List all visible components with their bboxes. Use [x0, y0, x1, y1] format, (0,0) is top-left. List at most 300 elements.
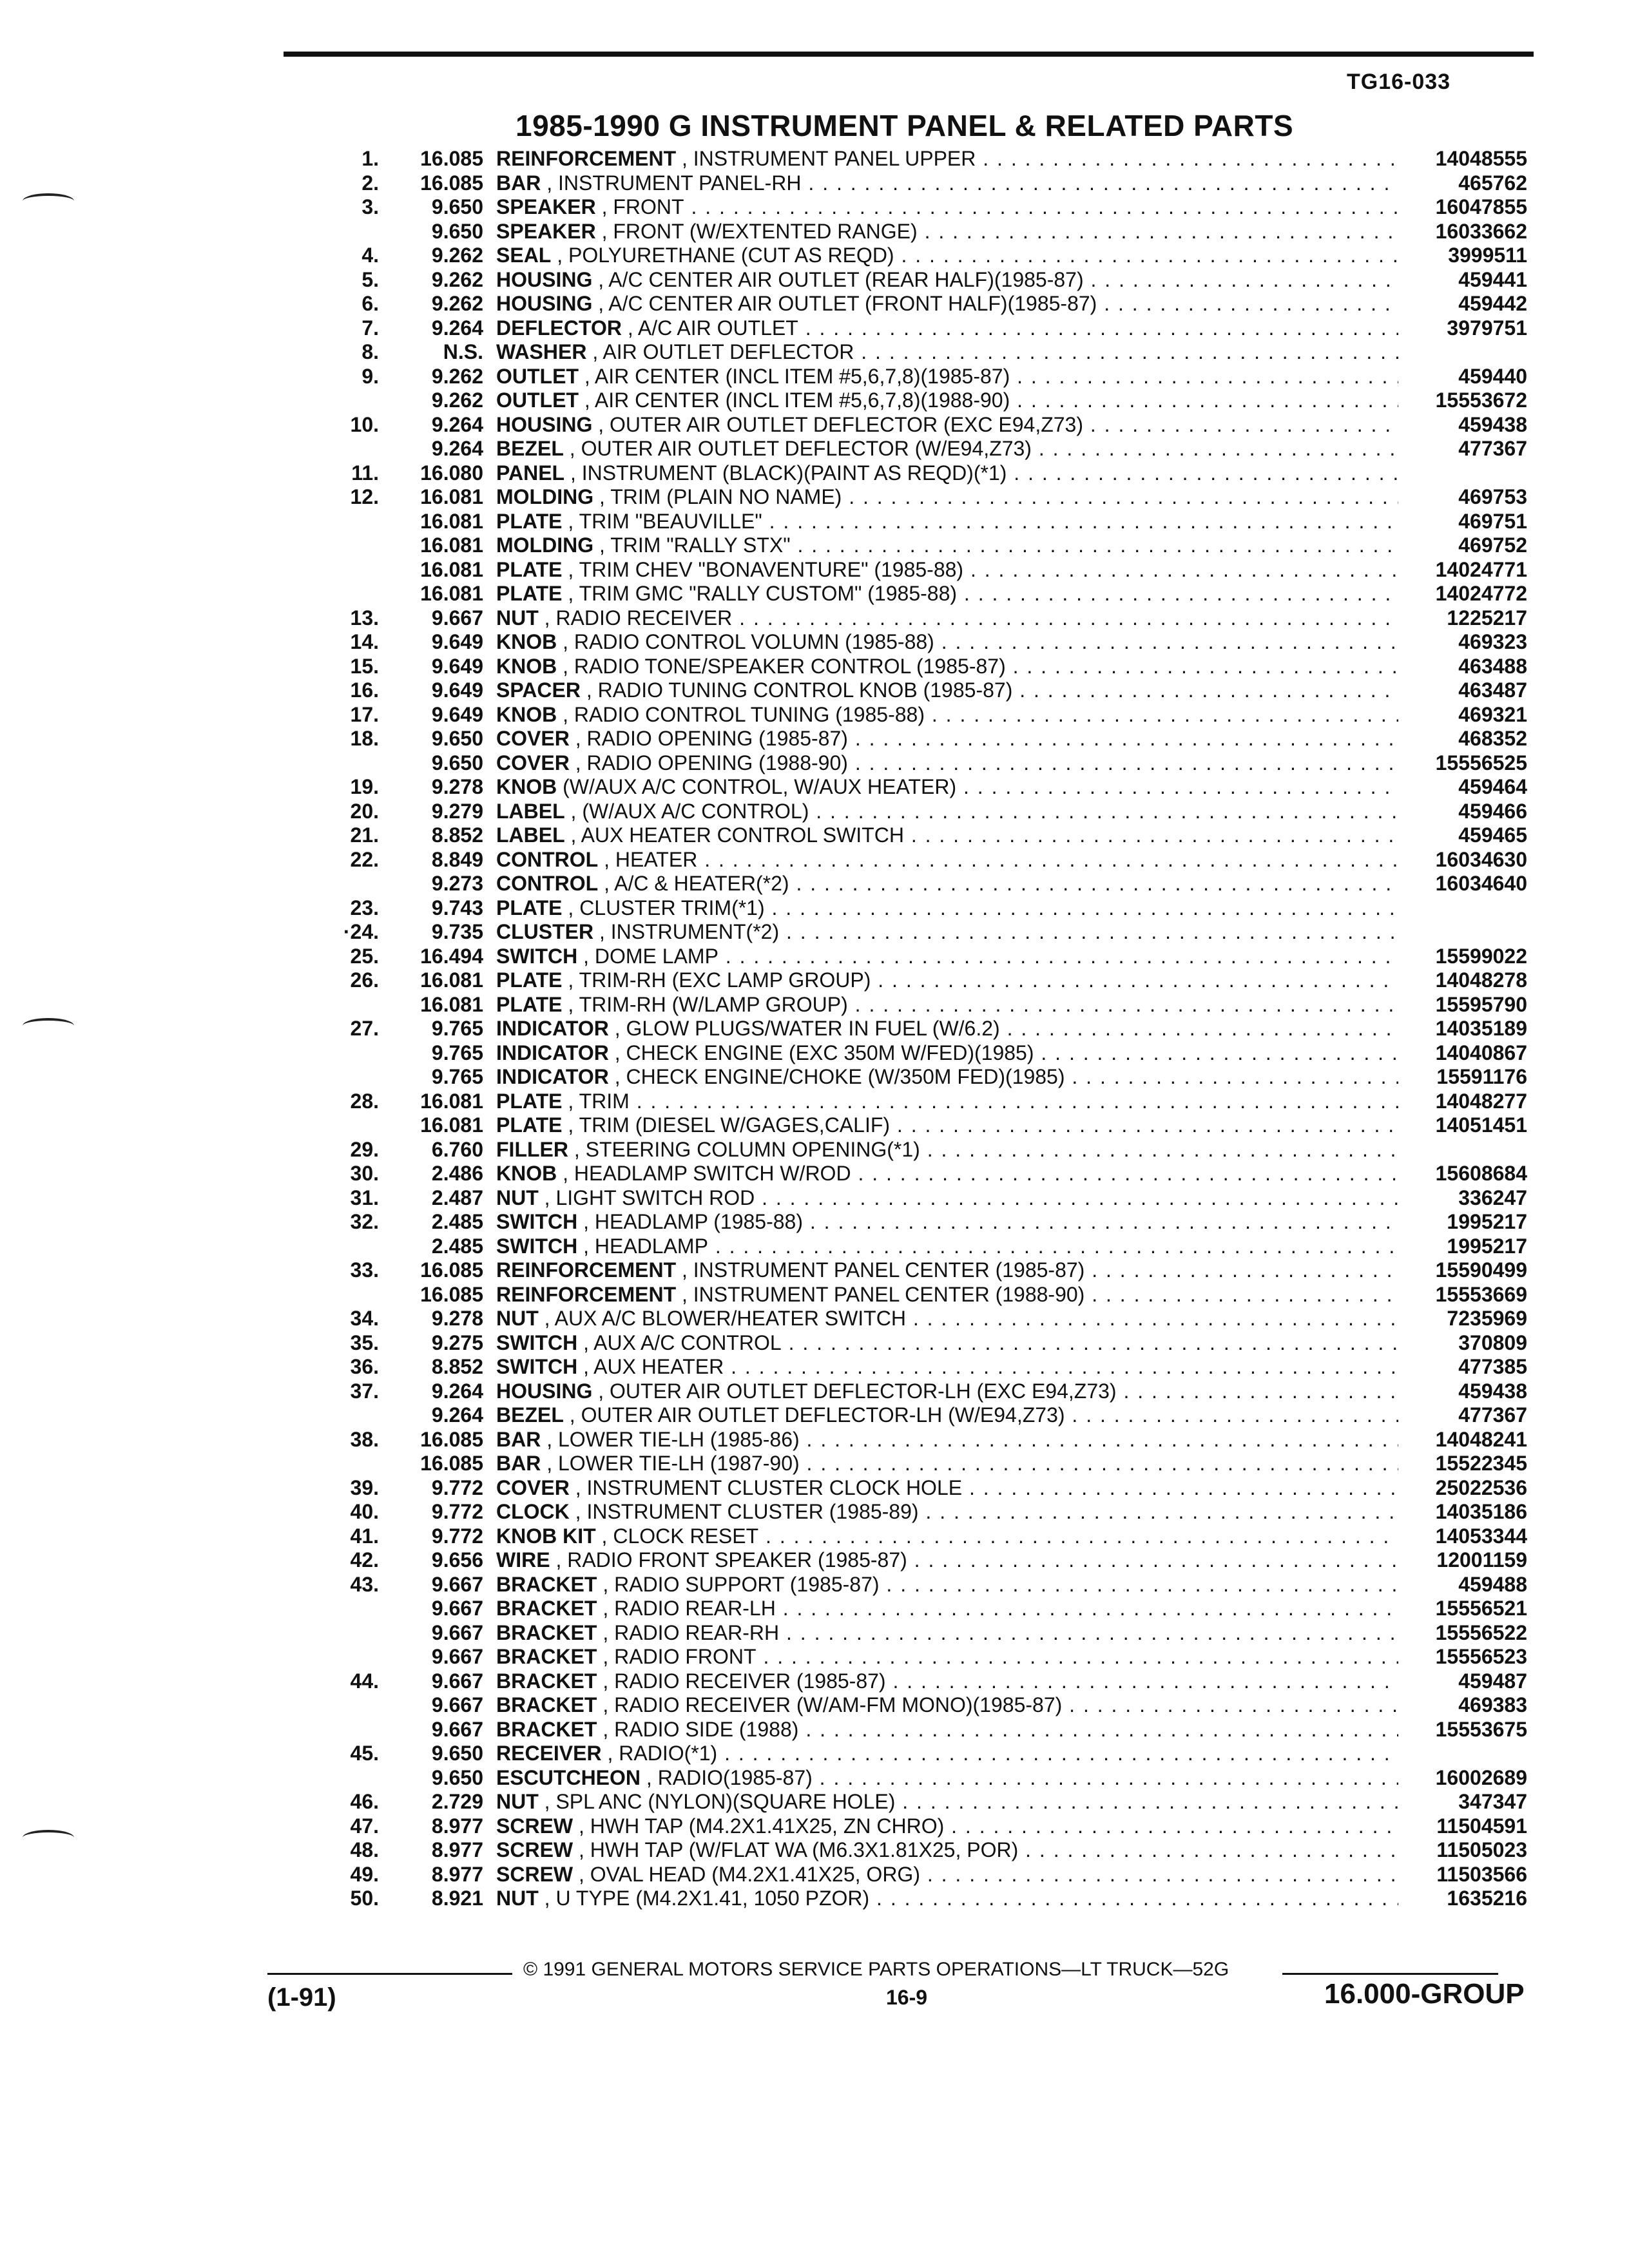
part-name: PLATE — [496, 582, 563, 605]
group-number: 16.085 — [420, 1258, 483, 1282]
part-number: 1635216 — [1443, 1887, 1527, 1911]
part-detail: , LOWER TIE-LH (1987-90) — [546, 1452, 800, 1475]
item-number: 11. — [351, 461, 379, 485]
parts-row — [0, 775, 1629, 800]
group-number: 9.667 — [431, 1620, 483, 1644]
part-number: 463487 — [1454, 678, 1527, 703]
part-description — [496, 1017, 1398, 1041]
parts-row — [0, 1838, 1629, 1863]
part-description — [496, 1258, 1398, 1283]
part-name: PLATE — [496, 992, 563, 1016]
group-number: 16.081 — [420, 557, 483, 581]
parts-row — [0, 558, 1629, 582]
parts-row — [0, 1693, 1629, 1718]
group-number: 9.649 — [431, 678, 483, 702]
part-number: 459438 — [1454, 1379, 1527, 1404]
group-number: 8.977 — [431, 1862, 483, 1886]
part-number: 15556521 — [1432, 1597, 1527, 1621]
parts-row — [0, 823, 1629, 848]
part-name: SPEAKER — [496, 219, 596, 243]
group-number: 9.650 — [431, 751, 483, 774]
group-number: 2.487 — [431, 1186, 483, 1209]
part-detail: , POLYURETHANE (CUT AS REQD) — [557, 244, 894, 267]
parts-row — [0, 1283, 1629, 1307]
part-number: 15556522 — [1432, 1621, 1527, 1646]
item-number: 14. — [350, 630, 379, 653]
part-number: 469323 — [1454, 630, 1527, 655]
parts-row — [0, 1790, 1629, 1814]
part-name: BRACKET — [496, 1572, 597, 1596]
parts-row — [0, 920, 1629, 945]
part-number: 15553672 — [1432, 389, 1527, 413]
item-number: 34. — [350, 1307, 379, 1330]
part-detail: , TRIM GMC "RALLY CUSTOM" (1985-88) — [568, 582, 958, 605]
part-detail: , TRIM-RH (W/LAMP GROUP) — [568, 992, 848, 1016]
part-detail: , SPL ANC (NYLON)(SQUARE HOLE) — [544, 1790, 896, 1813]
part-name: BRACKET — [496, 1669, 597, 1693]
part-name: PLATE — [496, 1113, 563, 1137]
part-description — [496, 968, 1398, 993]
parts-row — [0, 703, 1629, 727]
part-name: SEAL — [496, 244, 552, 267]
parts-row — [0, 195, 1629, 220]
parts-row — [0, 437, 1629, 461]
group-number: 9.772 — [431, 1524, 483, 1548]
group-number: 2.485 — [431, 1210, 483, 1233]
part-description — [496, 268, 1398, 293]
part-number: 15608684 — [1432, 1162, 1527, 1186]
part-name: KNOB KIT — [496, 1524, 596, 1548]
parts-row — [0, 1718, 1629, 1742]
part-description — [496, 896, 1398, 921]
part-number: 15556525 — [1432, 751, 1527, 776]
part-number: 15591176 — [1432, 1065, 1527, 1090]
part-name: SWITCH — [496, 1210, 578, 1233]
part-description — [496, 1476, 1398, 1501]
page-number: 16-9 — [886, 1986, 928, 2009]
part-detail: , INSTRUMENT CLUSTER (1985-89) — [575, 1500, 919, 1523]
item-number: 38. — [350, 1427, 379, 1451]
part-name: NUT — [496, 606, 539, 629]
part-detail: , INSTRUMENT CLUSTER CLOCK HOLE — [575, 1475, 963, 1499]
part-description — [496, 1113, 1398, 1138]
item-number: 28. — [350, 1089, 379, 1113]
part-detail: , A/C AIR OUTLET — [627, 316, 798, 340]
part-number: 14048241 — [1432, 1428, 1527, 1452]
part-description — [496, 1090, 1398, 1114]
part-detail: , AUX A/C BLOWER/HEATER SWITCH — [544, 1307, 906, 1330]
part-name: FILLER — [496, 1137, 568, 1161]
part-description — [496, 292, 1398, 316]
group-number: 9.667 — [431, 1645, 483, 1668]
part-detail: , A/C CENTER AIR OUTLET (REAR HALF)(1985-87) — [598, 267, 1084, 291]
group-number: 9.649 — [431, 654, 483, 678]
item-number: ·24. — [343, 920, 379, 943]
part-detail: , RADIO SUPPORT (1985-87) — [602, 1572, 880, 1596]
part-detail: , LOWER TIE-LH (1985-86) — [546, 1427, 800, 1451]
group-number: 16.081 — [420, 509, 483, 533]
item-number: 27. — [350, 1017, 379, 1040]
part-detail: , INSTRUMENT PANEL CENTER (1985-87) — [682, 1258, 1085, 1282]
part-name: BEZEL — [496, 437, 564, 460]
parts-row — [0, 678, 1629, 703]
parts-row — [0, 1500, 1629, 1524]
part-name: BRACKET — [496, 1645, 597, 1668]
issue-date: (1-91) — [267, 1983, 336, 2012]
part-number: 459441 — [1454, 268, 1527, 293]
parts-row — [0, 727, 1629, 751]
part-description — [496, 1283, 1398, 1307]
part-name: NUT — [496, 1887, 539, 1910]
part-number: 459442 — [1454, 292, 1527, 316]
parts-row — [0, 1863, 1629, 1887]
part-description — [496, 1863, 1398, 1887]
group-number: 9.262 — [431, 389, 483, 412]
part-detail: , CHECK ENGINE (EXC 350M W/FED)(1985) — [614, 1041, 1034, 1064]
part-name: PLATE — [496, 509, 563, 533]
part-description — [496, 775, 1398, 800]
parts-row — [0, 1621, 1629, 1646]
part-detail: , AIR CENTER (INCL ITEM #5,6,7,8)(1988-90) — [584, 389, 1010, 412]
part-description — [496, 389, 1398, 413]
group-number: N.S. — [443, 340, 483, 363]
parts-row — [0, 751, 1629, 776]
parts-row — [0, 316, 1629, 341]
part-description — [496, 1210, 1398, 1235]
group-number: 9.264 — [431, 437, 483, 460]
parts-row — [0, 147, 1629, 171]
part-number: 14048278 — [1432, 968, 1527, 993]
part-detail: , RADIO REAR-LH — [602, 1597, 776, 1620]
part-name: CONTROL — [496, 847, 599, 871]
part-description — [496, 171, 1398, 196]
group-number: 9.264 — [431, 316, 483, 340]
part-number: 25022536 — [1432, 1476, 1527, 1501]
group-label: 16.000-GROUP — [1324, 1978, 1525, 2010]
part-name: HOUSING — [496, 1379, 593, 1403]
part-description — [496, 1548, 1398, 1573]
part-name: SWITCH — [496, 944, 578, 968]
group-number: 8.852 — [431, 1355, 483, 1378]
item-number: 44. — [350, 1669, 379, 1693]
group-number: 16.085 — [420, 1282, 483, 1306]
part-description — [496, 727, 1398, 751]
group-number: 9.650 — [431, 195, 483, 218]
part-description — [496, 195, 1398, 220]
item-number: 16. — [350, 678, 379, 702]
parts-row — [0, 1307, 1629, 1331]
part-detail: , HEADLAMP SWITCH W/ROD — [563, 1162, 851, 1185]
parts-row — [0, 1041, 1629, 1066]
part-name: INDICATOR — [496, 1017, 609, 1040]
part-description — [496, 147, 1398, 171]
part-name: REINFORCEMENT — [496, 1282, 677, 1306]
document-code: TG16-033 — [1347, 70, 1451, 94]
parts-row — [0, 510, 1629, 534]
group-number: 9.765 — [431, 1065, 483, 1088]
parts-row — [0, 606, 1629, 631]
part-detail: , INSTRUMENT PANEL CENTER (1988-90) — [682, 1282, 1085, 1306]
group-number: 9.279 — [431, 799, 483, 823]
group-number: 16.080 — [420, 461, 483, 485]
part-detail: , INSTRUMENT PANEL-RH — [546, 171, 802, 195]
part-description — [496, 1355, 1398, 1379]
part-number: 459465 — [1454, 823, 1527, 848]
part-name: PANEL — [496, 461, 565, 485]
part-name: SCREW — [496, 1814, 574, 1838]
part-description — [496, 1645, 1398, 1669]
part-number: 469752 — [1454, 533, 1527, 558]
part-detail: , RADIO RECEIVER — [544, 606, 733, 629]
part-detail: , TRIM-RH (EXC LAMP GROUP) — [568, 968, 871, 992]
parts-row — [0, 1573, 1629, 1597]
parts-row — [0, 1476, 1629, 1501]
group-number: 16.085 — [420, 1427, 483, 1451]
item-number: 18. — [350, 727, 379, 750]
group-number: 16.494 — [420, 944, 483, 968]
part-number: 459487 — [1454, 1669, 1527, 1694]
item-number: 35. — [350, 1331, 379, 1354]
parts-row — [0, 1403, 1629, 1428]
part-description — [496, 1887, 1398, 1911]
part-detail: , HWH TAP (W/FLAT WA (M6.3X1.81X25, POR) — [579, 1838, 1019, 1861]
item-number: 4. — [361, 244, 379, 267]
part-detail: , RADIO TUNING CONTROL KNOB (1985-87) — [586, 678, 1013, 702]
part-number: 465762 — [1454, 171, 1527, 196]
part-detail: , HEADLAMP (1985-88) — [583, 1210, 803, 1233]
part-number: 477367 — [1454, 437, 1527, 461]
parts-list — [0, 147, 1629, 1911]
part-description — [496, 993, 1398, 1017]
part-number: 477367 — [1454, 1403, 1527, 1428]
group-number: 9.278 — [431, 1307, 483, 1330]
part-number: 3979751 — [1443, 316, 1527, 341]
part-name: BEZEL — [496, 1403, 564, 1427]
part-detail: , AIR CENTER (INCL ITEM #5,6,7,8)(1985-87) — [584, 364, 1010, 388]
item-number: 46. — [350, 1790, 379, 1813]
part-number: 11503566 — [1432, 1863, 1527, 1887]
item-number: 2. — [361, 171, 379, 195]
part-number: 463488 — [1454, 655, 1527, 679]
part-description — [496, 1500, 1398, 1524]
part-detail: , RADIO REAR-RH — [602, 1620, 780, 1644]
part-number: 14024772 — [1432, 582, 1527, 606]
part-name: KNOB — [496, 1162, 557, 1185]
part-name: HOUSING — [496, 267, 593, 291]
part-name: HOUSING — [496, 412, 593, 436]
part-name: CONTROL — [496, 872, 599, 895]
part-detail: , OUTER AIR OUTLET DEFLECTOR-LH (W/E94,Z73) — [569, 1403, 1065, 1427]
parts-row — [0, 630, 1629, 655]
part-description — [496, 872, 1398, 896]
part-number: 1995217 — [1443, 1235, 1527, 1259]
part-number: 14053344 — [1432, 1524, 1527, 1549]
item-number: 42. — [350, 1548, 379, 1571]
group-number: 9.765 — [431, 1041, 483, 1064]
part-name: LABEL — [496, 823, 565, 847]
part-number: 14035186 — [1432, 1500, 1527, 1524]
part-name: SPEAKER — [496, 195, 596, 218]
item-number: 25. — [350, 944, 379, 968]
part-name: BRACKET — [496, 1597, 597, 1620]
part-detail: , AUX A/C CONTROL — [583, 1331, 782, 1354]
parts-row — [0, 292, 1629, 316]
item-number: 43. — [350, 1572, 379, 1596]
parts-row — [0, 268, 1629, 293]
item-number: 17. — [350, 702, 379, 726]
part-detail: , AIR OUTLET DEFLECTOR — [592, 340, 854, 363]
parts-row — [0, 1379, 1629, 1404]
group-number: 16.081 — [420, 1113, 483, 1137]
item-number: 6. — [361, 292, 379, 315]
parts-row — [0, 872, 1629, 896]
group-number: 16.085 — [420, 171, 483, 195]
item-number: 9. — [361, 364, 379, 388]
group-number: 9.262 — [431, 267, 483, 291]
part-number: 16034630 — [1432, 848, 1527, 872]
item-number: 45. — [350, 1742, 379, 1765]
parts-row — [0, 1235, 1629, 1259]
part-detail: , STEERING COLUMN OPENING(*1) — [574, 1137, 920, 1161]
part-name: BRACKET — [496, 1693, 597, 1716]
part-detail: , RADIO RECEIVER (1985-87) — [602, 1669, 886, 1693]
part-description — [496, 1621, 1398, 1646]
group-number: 16.081 — [420, 582, 483, 605]
group-number: 9.262 — [431, 292, 483, 315]
part-detail: , AUX HEATER — [583, 1355, 724, 1378]
part-number: 14040867 — [1432, 1041, 1527, 1066]
part-number: 15595790 — [1432, 993, 1527, 1017]
part-number: 7235969 — [1443, 1307, 1527, 1331]
group-number: 8.852 — [431, 823, 483, 847]
part-number: 15590499 — [1432, 1258, 1527, 1283]
part-detail: , HWH TAP (M4.2X1.41X25, ZN CHRO) — [579, 1814, 945, 1838]
part-number: 14035189 — [1432, 1017, 1527, 1041]
part-description — [496, 823, 1398, 848]
part-description — [496, 1693, 1398, 1718]
part-name: NUT — [496, 1186, 539, 1209]
parts-row — [0, 1742, 1629, 1766]
part-name: PLATE — [496, 1089, 563, 1113]
part-detail: , DOME LAMP — [583, 944, 718, 968]
parts-row — [0, 220, 1629, 244]
parts-row — [0, 1524, 1629, 1549]
parts-row — [0, 655, 1629, 679]
part-name: REINFORCEMENT — [496, 1258, 677, 1282]
part-name: SWITCH — [496, 1234, 578, 1258]
group-number: 9.650 — [431, 1742, 483, 1765]
part-name: BAR — [496, 1452, 541, 1475]
group-number: 9.650 — [431, 1765, 483, 1789]
top-rule — [284, 52, 1534, 57]
item-number: 47. — [350, 1814, 379, 1838]
parts-row — [0, 1258, 1629, 1283]
parts-row — [0, 171, 1629, 196]
parts-row — [0, 945, 1629, 969]
group-number: 9.667 — [431, 1597, 483, 1620]
part-number: 459466 — [1454, 800, 1527, 824]
part-number: 15599022 — [1432, 945, 1527, 969]
part-detail: , RADIO CONTROL TUNING (1985-88) — [563, 702, 925, 726]
part-name: SPACER — [496, 678, 581, 702]
part-description — [496, 1162, 1398, 1186]
part-number: 469383 — [1454, 1693, 1527, 1718]
part-detail: , FRONT — [601, 195, 684, 218]
part-number: 16033662 — [1432, 220, 1527, 244]
item-number: 49. — [350, 1862, 379, 1886]
footer-rule-left — [267, 1973, 512, 1975]
part-detail: , U TYPE (M4.2X1.41, 1050 PZOR) — [544, 1887, 870, 1910]
item-number: 21. — [350, 823, 379, 847]
part-detail: , INSTRUMENT(*2) — [599, 920, 780, 943]
item-number: 8. — [361, 340, 379, 363]
part-detail: , HEATER — [604, 847, 698, 871]
parts-row — [0, 1113, 1629, 1138]
part-detail: (W/AUX A/C CONTROL, W/AUX HEATER) — [563, 775, 957, 798]
part-description — [496, 485, 1398, 510]
parts-row — [0, 365, 1629, 389]
group-number: 9.735 — [431, 920, 483, 943]
group-number: 9.264 — [431, 1403, 483, 1427]
part-description — [496, 244, 1398, 268]
group-number: 16.081 — [420, 992, 483, 1016]
part-name: INDICATOR — [496, 1065, 609, 1088]
item-number: 19. — [350, 775, 379, 798]
part-description — [496, 920, 1398, 945]
part-number: 336247 — [1454, 1186, 1527, 1211]
item-number: 30. — [350, 1162, 379, 1185]
item-number: 10. — [350, 412, 379, 436]
part-detail: , TRIM (DIESEL W/GAGES,CALIF) — [568, 1113, 891, 1137]
part-description — [496, 1669, 1398, 1694]
part-name: SWITCH — [496, 1355, 578, 1378]
group-number: 16.085 — [420, 1452, 483, 1475]
group-number: 9.667 — [431, 1693, 483, 1716]
part-number: 459438 — [1454, 413, 1527, 437]
part-name: WASHER — [496, 340, 587, 363]
part-detail: , RADIO CONTROL VOLUMN (1985-88) — [563, 630, 934, 653]
item-number: 33. — [350, 1258, 379, 1282]
group-number: 8.921 — [431, 1887, 483, 1910]
part-description — [496, 1138, 1398, 1162]
part-detail: , RADIO SIDE (1988) — [602, 1717, 799, 1741]
group-number: 16.081 — [420, 968, 483, 992]
part-detail: , RADIO OPENING (1985-87) — [575, 727, 848, 750]
group-number: 9.667 — [431, 606, 483, 629]
group-number: 16.081 — [420, 1089, 483, 1113]
part-description — [496, 606, 1398, 631]
part-number: 459440 — [1454, 365, 1527, 389]
item-number: 32. — [350, 1210, 379, 1233]
part-description — [496, 1379, 1398, 1404]
group-number: 9.772 — [431, 1500, 483, 1523]
item-number: 39. — [350, 1475, 379, 1499]
group-number: 9.667 — [431, 1717, 483, 1741]
part-number: 16002689 — [1432, 1766, 1527, 1791]
item-number: 31. — [350, 1186, 379, 1209]
item-number: 23. — [350, 896, 379, 919]
item-number: 50. — [350, 1887, 379, 1910]
parts-row — [0, 244, 1629, 268]
part-name: DEFLECTOR — [496, 316, 622, 340]
part-name: COVER — [496, 1475, 570, 1499]
part-name: COVER — [496, 751, 570, 774]
parts-row — [0, 1065, 1629, 1090]
part-description — [496, 1838, 1398, 1863]
parts-row — [0, 1597, 1629, 1621]
part-name: BAR — [496, 171, 541, 195]
parts-row — [0, 896, 1629, 921]
